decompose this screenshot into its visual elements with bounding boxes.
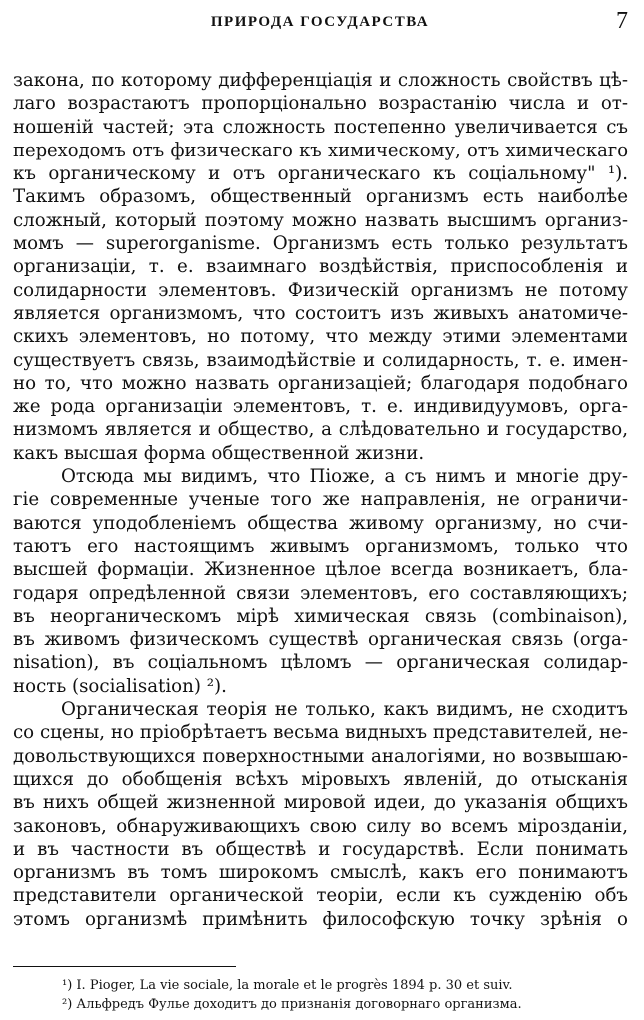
- text-line: высшей формаціи. Жизненное цѣлое всегда возникаетъ, бла-: [13, 559, 628, 581]
- text-line: организмъ въ томъ широкомъ смыслѣ, какъ его понимаютъ: [13, 862, 628, 884]
- text-line: таютъ его настоящимъ живымъ организмомъ, только что: [13, 535, 628, 557]
- footnote-1: ¹) I. Pioger, La vie sociale, la morale et le progrès 1894 p. 30 et suiv.: [62, 978, 513, 993]
- paragraph-start-line: Отсюда мы видимъ, что Піоже, а съ нимъ и многіе дру-: [61, 466, 628, 488]
- text-line: же рода организаціи элементовъ, т. е. индивидуумовъ, орга-: [13, 396, 628, 418]
- paragraph-end-line: ность (socialisation) ²).: [13, 675, 227, 697]
- footnote-2: ²) Альфредъ Фулье доходитъ до признанія договорнаго организма.: [62, 997, 522, 1012]
- text-line: ношеній частей; эта сложность постепенно увеличивается съ: [13, 116, 628, 138]
- text-line: но то, что можно назвать организаціей; благодаря подобнаго: [13, 372, 628, 394]
- text-line: къ органическому и отъ органическаго къ соціальному" ¹).: [13, 163, 628, 185]
- text-line: момъ — superorganisme. Организмъ есть только результатъ: [13, 233, 628, 255]
- footnotes: [13, 976, 628, 1014]
- text-line: щихся до обобщенія всѣхъ міровыхъ явленій, до отысканія: [13, 768, 628, 790]
- text-line: и въ частности въ обществѣ и государствѣ. Если понимать: [13, 838, 628, 860]
- text-line: Такимъ образомъ, общественный организмъ есть наиболѣе: [13, 186, 628, 208]
- text-line: въ нихъ общей жизненной мировой идеи, до указанія общихъ: [13, 792, 628, 814]
- text-line: лаго возрастаютъ пропорціонально возрастанію числа и от-: [13, 93, 628, 115]
- running-title: ПРИРОДА ГОСУДАРСТВА: [210, 14, 430, 30]
- text-line: въ неорганическомъ мірѣ химическая связь (combinaison),: [13, 605, 628, 627]
- text-line: гіе современные ученые того же направленія, не ограничи-: [13, 489, 628, 511]
- text-line: является организмомъ, что состоитъ изъ живыхъ анатомиче-: [13, 302, 628, 324]
- text-line: закона, по которому дифференціація и сложность свойствъ цѣ-: [13, 70, 628, 91]
- text-line: со сцены, но пріобрѣтаетъ весьма видныхъ представителей, не-: [13, 722, 628, 744]
- page-number: 7: [616, 8, 628, 34]
- text-line: въ живомъ физическомъ существѣ органическая связь (orga-: [13, 629, 628, 651]
- footnote-divider: [13, 966, 236, 967]
- text-line: ваются уподобленіемъ общества живому организму, но счи-: [13, 512, 628, 534]
- text-line: этомъ организмѣ примѣнить философскую точку зрѣнія о: [13, 908, 628, 930]
- text-line: nisation), въ соціальномъ цѣломъ — органическая солидар-: [13, 652, 628, 674]
- paragraph-end-line: какъ высшая форма общественной жизни.: [13, 442, 425, 464]
- text-line: низмомъ является и общество, а слѣдовательно и государство,: [13, 419, 628, 441]
- text-line: представители органической теоріи, если къ сужденію объ: [13, 885, 628, 907]
- text-line: довольствующихся поверхностными аналогіями, но возвышаю-: [13, 745, 628, 767]
- text-line: скихъ элементовъ, но потому, что между этими элементами: [13, 326, 628, 348]
- text-line: переходомъ отъ физическаго къ химическому, отъ химическаго: [13, 139, 628, 161]
- text-line: годаря опредѣленной связи элементовъ, его составляющихъ;: [13, 582, 628, 604]
- body-text: [13, 69, 628, 931]
- text-line: организаціи, т. е. взаимнаго воздѣйствія, приспособленія и: [13, 256, 628, 278]
- text-line: существуетъ связь, взаимодѣйствіе и солидарность, т. е. имен-: [13, 349, 628, 371]
- paragraph-start-line: Органическая теорія не только, какъ видимъ, не сходитъ: [61, 699, 628, 721]
- text-line: солидарности элементовъ. Физическій организмъ не потому: [13, 279, 628, 301]
- text-line: сложный, который поэтому можно назвать высшимъ организ-: [13, 209, 628, 231]
- running-head: [10, 6, 630, 36]
- text-line: законовъ, обнаруживающихъ свою силу во всемъ мірозданіи,: [13, 815, 628, 837]
